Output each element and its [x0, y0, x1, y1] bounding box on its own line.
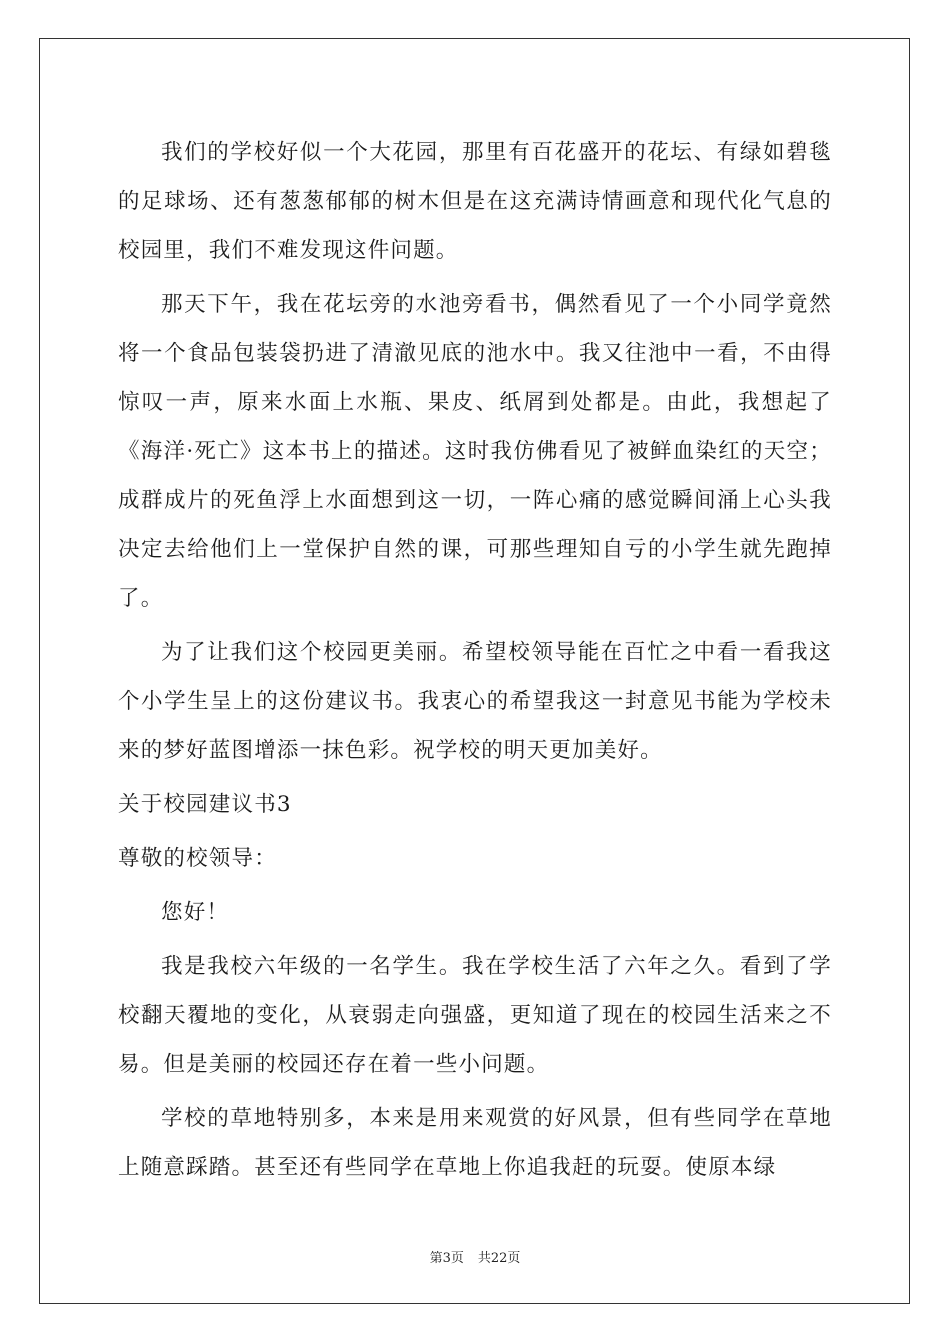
paragraph: 我是我校六年级的一名学生。我在学校生活了六年之久。看到了学校翻天覆地的变化，从衰弱走向强盛，更知道了现在的校园生活来之不易。但是美丽的校园还存在着一些小问题。	[118, 954, 832, 1077]
paragraph: 学校的草地特别多，本来是用来观赏的好风景，但有些同学在草地上随意踩踏。甚至还有些同学在草地上你追我赶的玩耍。使原本绿	[118, 1106, 832, 1180]
paragraph: 为了让我们这个校园更美丽。希望校领导能在百忙之中看一看我这个小学生呈上的这份建议书。我衷心的希望我这一封意见书能为学校未来的梦好蓝图增添一抹色彩。祝学校的明天更加美好。	[118, 640, 832, 763]
page-number: 第3页	[429, 1251, 464, 1266]
page-footer	[0, 1247, 950, 1266]
page-total: 共22页	[477, 1251, 521, 1266]
paragraph: 我们的学校好似一个大花园，那里有百花盛开的花坛、有绿如碧毯的足球场、还有葱葱郁郁的树木但是在这充满诗情画意和现代化气息的校园里，我们不难发现这件问题。	[118, 140, 832, 263]
section-heading: 关于校园建议书3	[118, 792, 292, 817]
paragraph: 那天下午，我在花坛旁的水池旁看书，偶然看见了一个小同学竟然将一个食品包装袋扔进了清澈见底的池水中。我又往池中一看，不由得惊叹一声，原来水面上水瓶、果皮、纸屑到处都是。由此，我想起了《海洋·死亡》这本书上的描述。这时我仿佛看见了被鲜血染红的天空；成群成片的死鱼浮上水面想到这一切，一阵心痛的感觉瞬间涌上心头我决定去给他们上一堂保护自然的课，可那些理知自亏的小学生就先跑掉了。	[118, 292, 832, 611]
salutation: 尊敬的校领导：	[118, 846, 277, 871]
document-body	[118, 128, 832, 1197]
greeting: 您好！	[161, 900, 230, 925]
